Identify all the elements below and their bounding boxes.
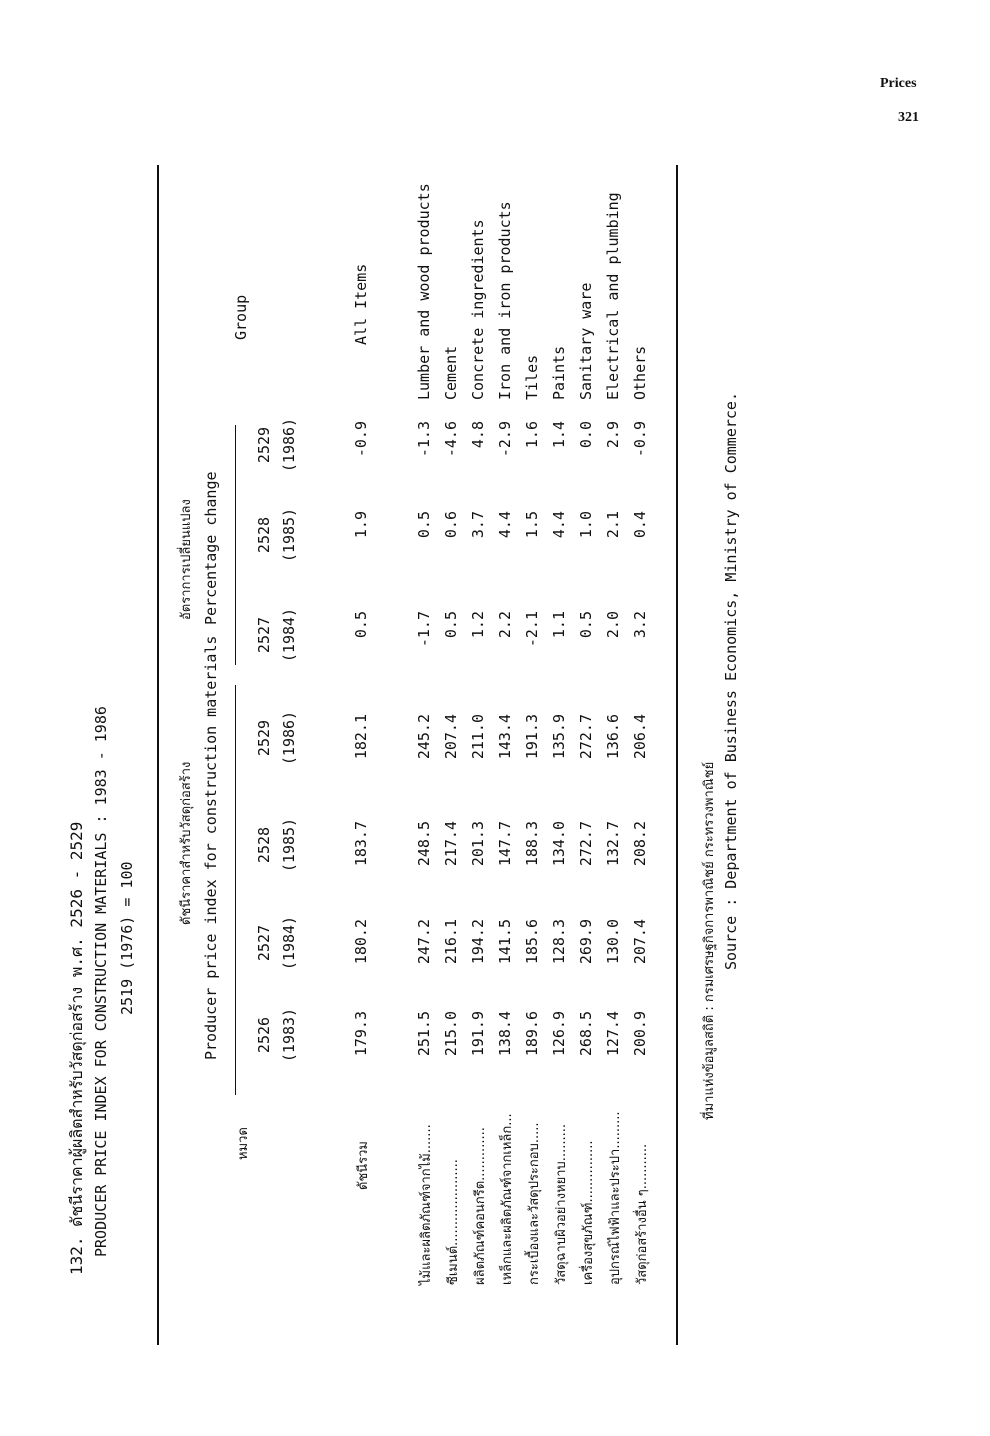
change-year-1985: (1985) [280, 507, 298, 563]
index-cell: 268.5 [577, 1011, 595, 1057]
row-label-thai: ไม้และผลิตภัณฑ์จากไม้....... [419, 1124, 434, 1285]
year-1983: (1983) [280, 1007, 298, 1063]
change-cell: 0.0 [577, 421, 595, 449]
index-cell: 215.0 [442, 1011, 460, 1057]
change-cell: -0.9 [631, 421, 649, 458]
page-number: 321 [898, 110, 919, 125]
change-cell: 1.1 [550, 611, 568, 639]
table-base-year: 2519 (1976) = 100 [118, 861, 136, 1015]
change-cell: 0.6 [442, 511, 460, 539]
row-label-thai: อุปกรณ์ไฟฟ้าและประปา......... [608, 1111, 623, 1285]
change-cell: 0.5 [577, 611, 595, 639]
total-cell: 0.5 [352, 611, 370, 639]
index-cell: 135.9 [550, 714, 568, 760]
index-cell: 211.0 [469, 714, 487, 760]
row-label-thai: เครื่องสุขภัณฑ์............... [581, 1140, 596, 1285]
change-cell: -1.3 [415, 421, 433, 458]
index-cell: 143.4 [496, 714, 514, 760]
index-cell: 136.6 [604, 714, 622, 760]
table-top-rule [157, 165, 159, 1345]
year-1986: (1986) [280, 710, 298, 766]
table-bottom-rule [676, 165, 678, 1345]
index-cell: 272.7 [577, 821, 595, 867]
year-2528: 2528 [255, 826, 273, 864]
row-label-english: Electrical and plumbing [604, 192, 622, 400]
index-cell: 127.4 [604, 1011, 622, 1057]
index-cell: 191.9 [469, 1011, 487, 1057]
change-cell: 1.0 [577, 511, 595, 539]
index-cell: 194.2 [469, 919, 487, 965]
change-cell: -2.1 [523, 611, 541, 648]
change-cell: 4.8 [469, 421, 487, 449]
index-header-thai: ดัชนีราคาสำหรับวัสดุก่อสร้าง [179, 761, 194, 925]
change-cell: -1.7 [415, 611, 433, 648]
index-cell: 132.7 [604, 821, 622, 867]
source-thai: ที่มาแห่งข้อมูลสถิติ : กรมเศรษฐกิจการพาณิชย์ กระทรวงพาณิชย์ [702, 761, 717, 1120]
change-cell: 2.1 [604, 511, 622, 539]
row-label-thai: วัสดุก่อสร้างอื่น ๆ........... [635, 1143, 650, 1285]
change-cell: 1.2 [469, 611, 487, 639]
year-2529: 2529 [255, 719, 273, 757]
index-cell: 245.2 [415, 714, 433, 760]
change-cell: 2.9 [604, 421, 622, 449]
index-cell: 128.3 [550, 919, 568, 965]
source-english: Source : Department of Business Economics, Ministry of Commerce. [722, 392, 740, 970]
change-cell: 0.5 [415, 511, 433, 539]
index-cell: 189.6 [523, 1011, 541, 1057]
group-header-thai: หมวด [236, 1127, 251, 1160]
index-cell: 130.0 [604, 919, 622, 965]
index-cell: 138.4 [496, 1011, 514, 1057]
row-label-english: Tiles [523, 354, 541, 400]
table-title-english: PRODUCER PRICE INDEX FOR CONSTRUCTION MATERIALS : 1983 - 1986 [92, 706, 110, 1257]
change-cell: 0.4 [631, 511, 649, 539]
running-header-section: Prices [880, 76, 917, 91]
total-cell: 183.7 [352, 821, 370, 867]
change-cell: -4.6 [442, 421, 460, 458]
change-cell: 2.2 [496, 611, 514, 639]
row-label-english: Others [631, 345, 649, 400]
index-cell: 248.5 [415, 821, 433, 867]
total-cell: 179.3 [352, 1011, 370, 1057]
index-cell: 191.3 [523, 714, 541, 760]
index-cell: 126.9 [550, 1011, 568, 1057]
change-year-2527: 2527 [255, 616, 273, 654]
table-title-thai: 132. ดัชนีราคาผู้ผลิตสำหรับวัสดุก่อสร้าง พ.ศ. 2526 - 2529 [67, 821, 86, 1275]
year-1985: (1985) [280, 817, 298, 873]
index-cell: 201.3 [469, 821, 487, 867]
index-cell: 147.7 [496, 821, 514, 867]
change-cell: 3.2 [631, 611, 649, 639]
total-row-label-thai: ดัชนีรวม [356, 1140, 371, 1190]
change-cell: 0.5 [442, 611, 460, 639]
row-label-english: Iron and iron products [496, 201, 514, 400]
row-label-english: Sanitary ware [577, 282, 595, 400]
change-year-1986: (1986) [280, 417, 298, 473]
row-label-english: Cement [442, 345, 460, 400]
index-cell: 141.5 [496, 919, 514, 965]
index-cell: 134.0 [550, 821, 568, 867]
index-cell: 217.4 [442, 821, 460, 867]
index-cell: 200.9 [631, 1011, 649, 1057]
year-2526: 2526 [255, 1016, 273, 1054]
change-cell: 4.4 [496, 511, 514, 539]
index-cell: 206.4 [631, 714, 649, 760]
change-header-english: Percentage change [202, 471, 220, 625]
total-cell: 1.9 [352, 511, 370, 539]
index-cell: 188.3 [523, 821, 541, 867]
row-label-thai: ซีเมนต์..................... [446, 1159, 461, 1285]
change-cell: 1.4 [550, 421, 568, 449]
change-year-2529: 2529 [255, 426, 273, 464]
row-label-english: Lumber and wood products [415, 183, 433, 400]
group-header-english: Group [232, 294, 250, 340]
change-header-thai: อัตราการเปลี่ยนแปลง [179, 499, 194, 620]
total-cell: 182.1 [352, 714, 370, 760]
index-cell: 185.6 [523, 919, 541, 965]
row-label-thai: ผลิตภัณฑ์คอนกรีต............. [473, 1127, 488, 1285]
total-cell: 180.2 [352, 919, 370, 965]
index-cell: 251.5 [415, 1011, 433, 1057]
row-label-english: Paints [550, 345, 568, 400]
total-cell: -0.9 [352, 421, 370, 458]
change-cell: 1.5 [523, 511, 541, 539]
row-label-thai: กระเบื้องและวัสดุประกอบ..... [527, 1122, 542, 1285]
index-header-english: Producer price index for construction materials [202, 635, 220, 1060]
index-cell: 216.1 [442, 919, 460, 965]
index-cell: 207.4 [631, 919, 649, 965]
total-row-label-english: All Items [352, 263, 370, 345]
index-cell: 208.2 [631, 821, 649, 867]
change-header-underline [235, 425, 236, 665]
index-cell: 272.7 [577, 714, 595, 760]
change-cell: 3.7 [469, 511, 487, 539]
year-1984: (1984) [280, 915, 298, 971]
index-cell: 207.4 [442, 714, 460, 760]
index-header-underline [235, 685, 236, 1095]
index-cell: 247.2 [415, 919, 433, 965]
row-label-thai: วัสดุฉาบผิวอย่างหยาบ......... [554, 1123, 569, 1285]
index-cell: 269.9 [577, 919, 595, 965]
change-cell: 2.0 [604, 611, 622, 639]
year-2527: 2527 [255, 924, 273, 962]
change-cell: 4.4 [550, 511, 568, 539]
row-label-thai: เหล็กและผลิตภัณฑ์จากเหล็ก... [500, 1113, 515, 1285]
row-label-english: Concrete ingredients [469, 219, 487, 400]
change-year-1984: (1984) [280, 607, 298, 663]
change-year-2528: 2528 [255, 516, 273, 554]
change-cell: 1.6 [523, 421, 541, 449]
change-cell: -2.9 [496, 421, 514, 458]
